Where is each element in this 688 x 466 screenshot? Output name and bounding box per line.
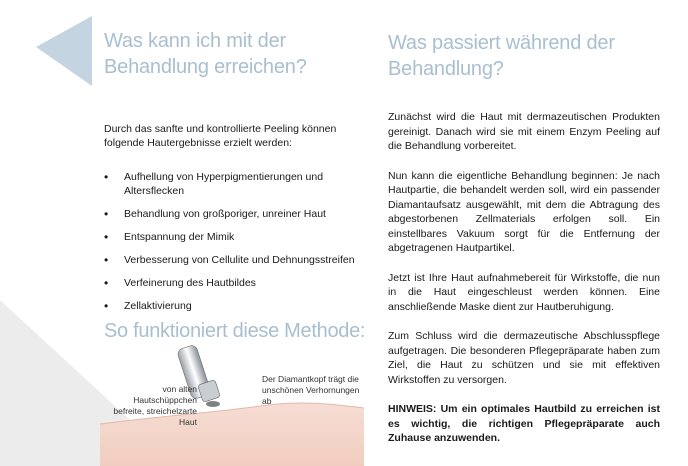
right-heading: Was passiert während der Behandlung? — [388, 32, 615, 80]
intro-text: Durch das sanfte und kontrollierte Peeling können folgende Hautergebnisse erzielt werden: — [104, 123, 337, 149]
left-heading: Was kann ich mit der Behandlung erreichen? — [104, 30, 307, 78]
list-item: • Zellaktivierung — [104, 299, 372, 313]
list-item: • Aufhellung von Hyperpigmentierungen und Altersflecken — [104, 170, 372, 198]
paragraph: Zunächst wird die Haut mit dermazeutischen Produkten gereinigt. Danach wird sie mit einem Enzym Peeling auf die Behandlung vorbereitet. — [388, 111, 660, 152]
list-item: • Verbesserung von Cellulite und Dehnungsstreifen — [104, 253, 372, 267]
paragraph: Jetzt ist Ihre Haut aufnahmebereit für Wirkstoffe, die nun in die Haut eingeschleust werden können. Eine anschließende Maske dient zur Hautberuhigung. — [388, 271, 660, 313]
list-item: • Behandlung von großporiger, unreiner Haut — [104, 207, 372, 221]
method-heading: So funktioniert diese Methode: — [104, 320, 366, 342]
hint-note: HINWEIS: Um ein optimales Hautbild zu erreichen ist es wichtig, die richtigen Pflegepräparate auch Zuhause anzuwenden. — [388, 403, 660, 444]
caption-smooth-skin: von alten Hautschüppchen befreite, streichelzarte Haut — [113, 384, 197, 427]
left-column — [104, 28, 372, 322]
blue-arrow-triangle — [0, 0, 100, 90]
benefits-list — [104, 170, 372, 313]
list-item: • Entspannung der Mimik — [104, 230, 372, 244]
right-column — [388, 30, 660, 446]
paragraph: Nun kann die eigentliche Behandlung beginnen: Je nach Hautpartie, die behandelt werden soll, wird ein passender Diamantaufsatz ausgewählt, mit dem die Abtragung des abgestorbenen Zellmaterials erfolgen soll. Ein einstellbares Vakuum sorgt für die Entfernung der abgetragenen Hautpartikel. — [388, 169, 660, 254]
list-item: • Verfeinerung des Hautbildes — [104, 276, 372, 290]
paragraph: Zum Schluss wird die dermazeutische Abschlusspflege aufgetragen. Die besonderen Pflegepräparate haben zum Ziel, die Haut zu schützen und sie mit effektiven Wirkstoffen zu versorgen. — [388, 330, 660, 386]
caption-diamond-head: Der Diamantkopf trägt die unschönen Verhornungen ab — [262, 374, 360, 406]
